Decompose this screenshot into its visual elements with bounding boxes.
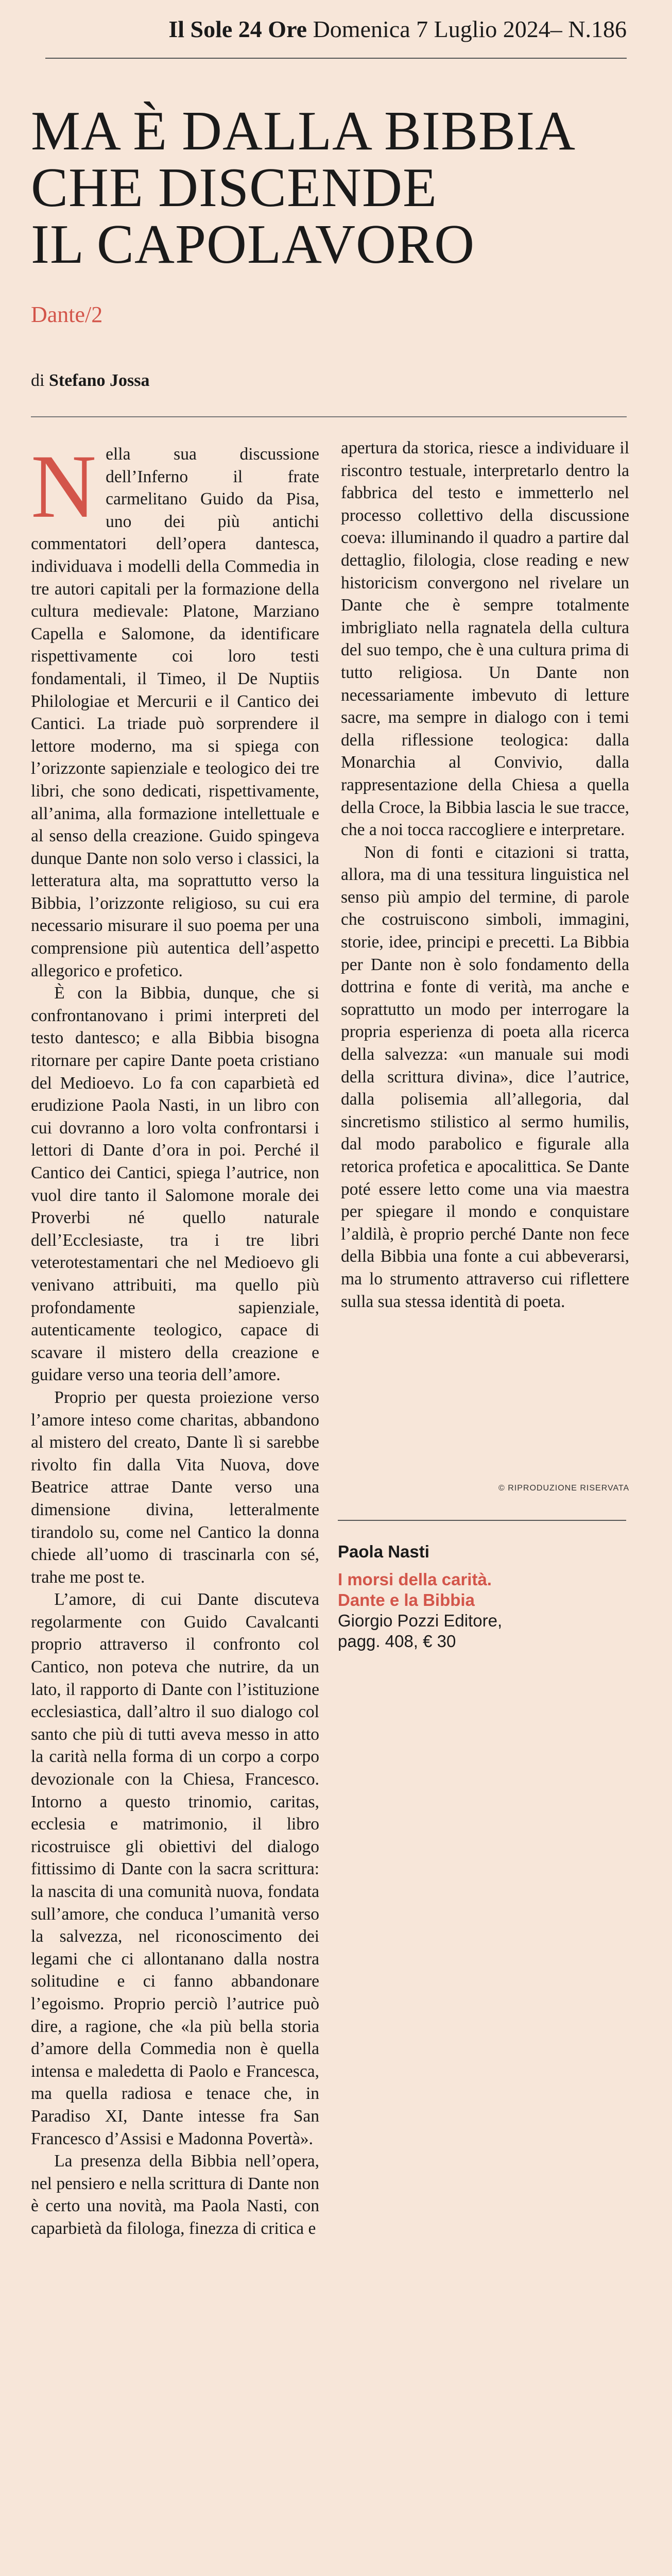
paragraph: La presenza della Bibbia nell’opera, nel pensiero e nella scrittura di Dante non è certo una novità, ma Paola Nasti, con caparbietà da filologa, finezza di critica e [31, 2151, 319, 2238]
book-details: pagg. 408, € 30 [338, 1632, 456, 1651]
paragraph: È con la Bibbia, dunque, che si confrontanovano i primi interpreti del testo dantesco; e alla Bibbia bisogna ritornare per capire Dante poeta cristiano del Medioevo. Lo fa con caparbietà ed erudizione Paola Nasti, in un libro con cui dovranno a loro volta confrontarsi i lettori di Dante d’ora in poi. Perché il Cantico dei Cantici, spiega l’autrice, non vuol dire tanto il Salomone morale dei Proverbi né quello naturale dell’Ecclesiaste, tra i tre libri veterotestamentari che nel Medioevo gli venivano attribuiti, ma quello più profondamente sapienziale, autenticamente teologico, capace di scavare il mistero della creazione e guidare verso una teoria dell’amore. [31, 984, 319, 1385]
paragraph [31, 436, 319, 982]
masthead-dateline: Domenica 7 Luglio 2024– N.186 [313, 16, 627, 42]
paragraph: Proprio per questa proiezione verso l’amore inteso come charitas, abbandono al mistero del creato, Dante lì si sarebbe rivolto fin dalla Vita Nuova, dove Beatrice attrae Dante verso una dimensione divina, letteralmente tirandolo su, come nel Cantico la donna chiede all’uomo di trascinarla con sé, trahe me post te. [31, 1387, 319, 1587]
headline-line-2: CHE DISCENDE [31, 157, 437, 218]
byline-divider [31, 416, 627, 417]
byline-prefix: di [31, 371, 45, 390]
section-tag: Dante/2 [31, 302, 103, 327]
book-title-line-2: Dante e la Bibbia [338, 1590, 475, 1609]
book-author: Paola Nasti [338, 1542, 429, 1561]
paragraph: apertura da storica, riesce a individuare il riscontro testuale, interpretarlo dentro la fabbrica del testo e immetterlo nel processo collettivo della discussione coeva: illuminando il quadro a partire dal dettaglio, filologia, close reading e new historicism convergono nel rivelare un Dante che è sempre totalmente imbrigliato nella ragnatela della cultura del suo tempo, che è una cultura prima di tutto religiosa. Un Dante non necessariamente imbevuto di letture sacre, ma sempre in dialogo con i temi della riflessione teologica: dalla Monarchia al Convivio, dalla rappresentazione della Chiesa a quella della Croce, la Bibbia lascia le sue tracce, che a noi tocca raccogliere e interpretare. [341, 438, 629, 840]
headline-line-3: IL CAPOLAVORO [31, 214, 475, 275]
paragraph-text: ella sua discussione dell’Inferno il frate carmelitano Guido da Pisa, uno dei più antichi commentatori dell’opera dantesca, individuava i modelli della Commedia in tre autori capitali per la formazione della cultura medievale: Platone, Marziano Capella e Salomone, da identificare rispettivamente coi loro testi fondamentali, il Timeo, il De Nuptiis Philologiae et Mercurii e il Cantico dei Cantici. La triade può sorprendere il lettore moderno, ma si spiega con l’orizzonte sapienziale e teologico dei tre libri, che sono dedicati, rispettivamente, all’anima, alla formazione intellettuale e al senso della creazione. Guido spingeva dunque Dante non solo verso i classici, la letteratura alta, ma soprattutto verso la Bibbia, l’orizzonte religioso, su cui era necessario misurare il suo poema per una comprensione più autentica dell’aspetto allegorico e profetico. [31, 445, 319, 980]
article-column-1 [31, 436, 319, 2240]
masthead-brand: Il Sole 24 Ore [168, 16, 307, 42]
byline-author: Stefano Jossa [48, 371, 150, 390]
masthead-divider [45, 58, 627, 59]
paragraph: Non di fonti e citazioni si tratta, allora, ma di una tessitura linguistica nel senso più ampio del termine, di parole che costruiscono simboli, immagini, storie, idee, principi e precetti. La Bibbia per Dante non è solo fondamento della dottrina e fonte di verità, ma anche e soprattutto un modo per interrogare la propria esperienza di poeta alla ricerca della salvezza: «un manuale sui modi della scrittura divina», dice l’autrice, dalla polisemia all’allegoria, dal sincretismo stilistico al sermo humilis, dal modo parabolico e figurale alla retorica profetica e apocalittica. Se Dante poté essere letto come una via maestra per spiegare il mondo e conquistare l’aldilà, è proprio perché Dante non fece della Bibbia una fonte a cui abbeverarsi, ma lo strumento attraverso cui riflettere sulla sua stessa identità di poeta. [341, 842, 629, 1311]
byline [31, 371, 149, 391]
drop-cap: N [31, 436, 97, 537]
headline-line-1: MA È DALLA BIBBIA [31, 100, 576, 162]
book-publisher: Giorgio Pozzi Editore, [338, 1611, 503, 1630]
headline [31, 100, 623, 275]
paragraph: L’amore, di cui Dante discuteva regolarmente con Guido Cavalcanti proprio attraverso il confronto col Cantico, non poteva che nutrire, da un lato, il rapporto di Dante con l’istituzione ecclesiastica, dall’altro il suo dialogo col santo che più di tutti aveva messo in atto la carità nella forma di un corpo a corpo devozionale con la Chiesa, Francesco. Intorno a questo trinomio, caritas, ecclesia e matrimonio, il libro ricostruisce gli obiettivi del dialogo fittissimo di Dante con la sacra scrittura: la nascita di una comunità nuova, fondata sull’amore, che conduca l’umanità verso la salvezza, nel riconoscimento dei legami che ci allontanano dalla nostra solitudine e ci fanno abbandonare l’egoismo. Proprio perciò l’autrice può dire, a ragione, che «la più bella storia d’amore della Commedia non è quella intensa e maledetta di Paolo e Francesca, ma quella radiosa e tenace che, in Paradiso XI, Dante intesse fra San Francesco d’Assisi e Madonna Povertà». [31, 1590, 319, 2148]
book-info-box [338, 1520, 626, 1652]
masthead [0, 18, 627, 41]
article-column-2 [341, 437, 629, 1313]
copyright-notice: © RIPRODUZIONE RISERVATA [498, 1484, 630, 1493]
book-title-line-1: I morsi della carità. [338, 1570, 492, 1589]
